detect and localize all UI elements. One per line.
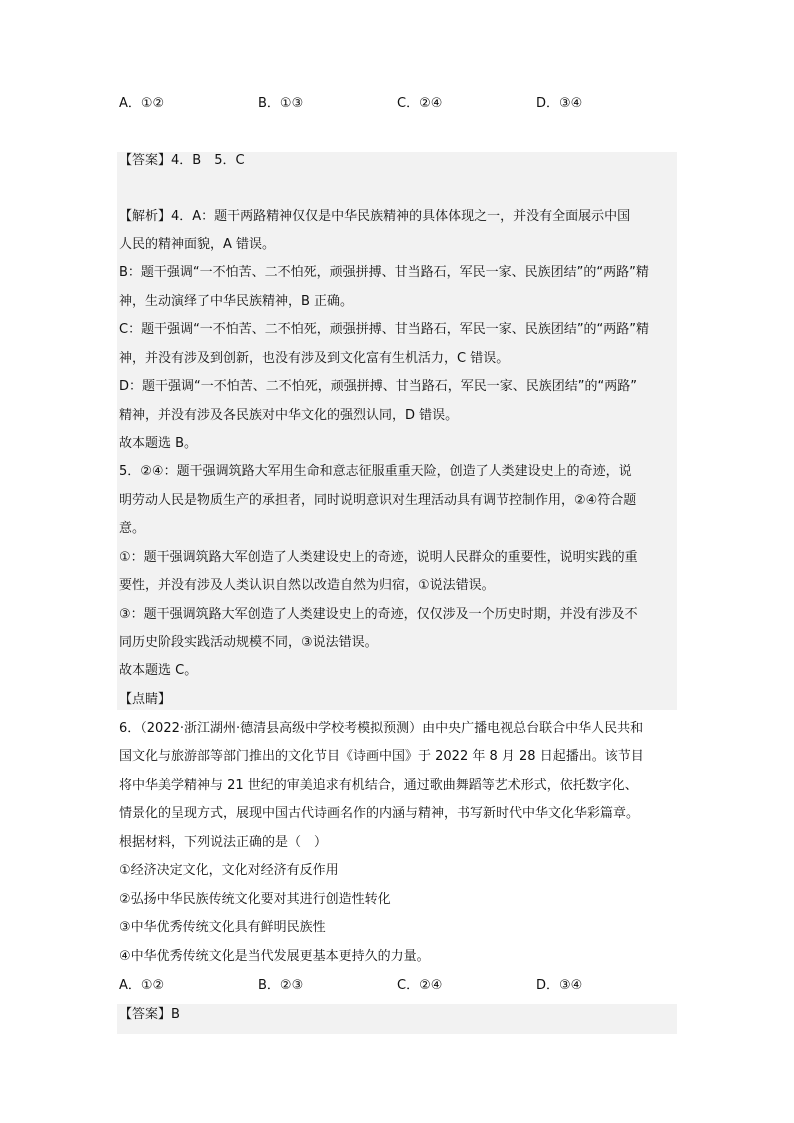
analysis-line: 【解析】4．A：题干两路精神仅仅是中华民族精神的具体体现之一，并没有全面展示中国 xyxy=(119,209,631,224)
analysis-line: 同历史阶段实践活动规模不同，③说法错误。 xyxy=(119,635,378,650)
statement-3: ③中华优秀传统文化具有鲜明民族性 xyxy=(119,920,326,935)
analysis-line: C：题干强调“一不怕苦、二不怕死，顽强拼搏、甘当路石，军民一家、民族团结”的“两路”精 xyxy=(119,322,650,337)
analysis-line: B：题干强调“一不怕苦、二不怕死，顽强拼搏、甘当路石，军民一家、民族团结”的“两路”精 xyxy=(119,265,649,280)
option-d: D．③④ xyxy=(536,978,583,993)
question-6-stem: 将中华美学精神与 21 世纪的审美追求有机结合，通过歌曲舞蹈等艺术形式，依托数字化、 xyxy=(119,778,638,793)
statement-2: ②弘扬中华民族传统文化要对其进行创造性转化 xyxy=(119,892,391,907)
statement-4: ④中华优秀传统文化是当代发展更基本更持久的力量。 xyxy=(119,949,430,964)
analysis-line: 神，生动演绎了中华民族精神，B 正确。 xyxy=(119,294,354,309)
question-6-stem: 情景化的呈现方式，展现中国古代诗画名作的内涵与精神，书写新时代中华文化华彩篇章。 xyxy=(119,806,640,821)
option-b: B．②③ xyxy=(258,978,304,993)
analysis-line: 5．②④：题干强调筑路大军用生命和意志征服重重天险，创造了人类建设史上的奇迹，说 xyxy=(119,464,632,479)
question-6-stem: 6．（2022·浙江湖州·德清县高级中学校考模拟预测）由中央广播电视总台联合中华人民共和 xyxy=(119,721,644,736)
option-d: D．③④ xyxy=(536,96,583,111)
statement-1: ①经济决定文化，文化对经济有反作用 xyxy=(119,863,339,878)
option-a: A．①② xyxy=(119,96,165,111)
option-a: A．①② xyxy=(119,978,165,993)
analysis-line: 故本题选 B。 xyxy=(119,436,198,451)
question-6-options xyxy=(119,977,675,995)
question-6-stem: 根据材料，下列说法正确的是（ ） xyxy=(119,835,328,850)
question-5-options xyxy=(119,95,675,113)
option-c: C．②④ xyxy=(397,978,443,993)
analysis-line: 意。 xyxy=(119,521,146,536)
option-b: B．①③ xyxy=(258,96,304,111)
key-points-heading: 【点睛】 xyxy=(119,692,172,707)
analysis-line: 神，并没有涉及到创新，也没有涉及到文化富有生机活力，C 错误。 xyxy=(119,351,510,366)
question-6-stem: 国文化与旅游部等部门推出的文化节目《诗画中国》于 2022 年 8 月 28 日起播出。该节目 xyxy=(119,749,644,764)
answer-6: 【答案】B xyxy=(119,1007,180,1022)
analysis-line: 人民的精神面貌，A 错误。 xyxy=(119,237,276,252)
analysis-line: 要性，并没有涉及人类认识自然以改造自然为归宿，①说法错误。 xyxy=(119,578,495,593)
option-c: C．②④ xyxy=(397,96,443,111)
analysis-line: 精神，并没有涉及各民族对中华文化的强烈认同，D 错误。 xyxy=(119,408,459,423)
answer-4-5: 【答案】4．B 5．C xyxy=(119,153,245,168)
analysis-line: D：题干强调“一不怕苦、二不怕死，顽强拼搏、甘当路石，军民一家、民族团结”的“两路” xyxy=(119,379,637,394)
analysis-line: 故本题选 C。 xyxy=(119,663,198,678)
analysis-line: 明劳动人民是物质生产的承担者，同时说明意识对生理活动具有调节控制作用，②④符合题 xyxy=(119,493,637,508)
analysis-line: ①：题干强调筑路大军创造了人类建设史上的奇迹，说明人民群众的重要性，说明实践的重 xyxy=(119,550,638,565)
analysis-line: ③：题干强调筑路大军创造了人类建设史上的奇迹，仅仅涉及一个历史时期，并没有涉及不 xyxy=(119,607,638,622)
